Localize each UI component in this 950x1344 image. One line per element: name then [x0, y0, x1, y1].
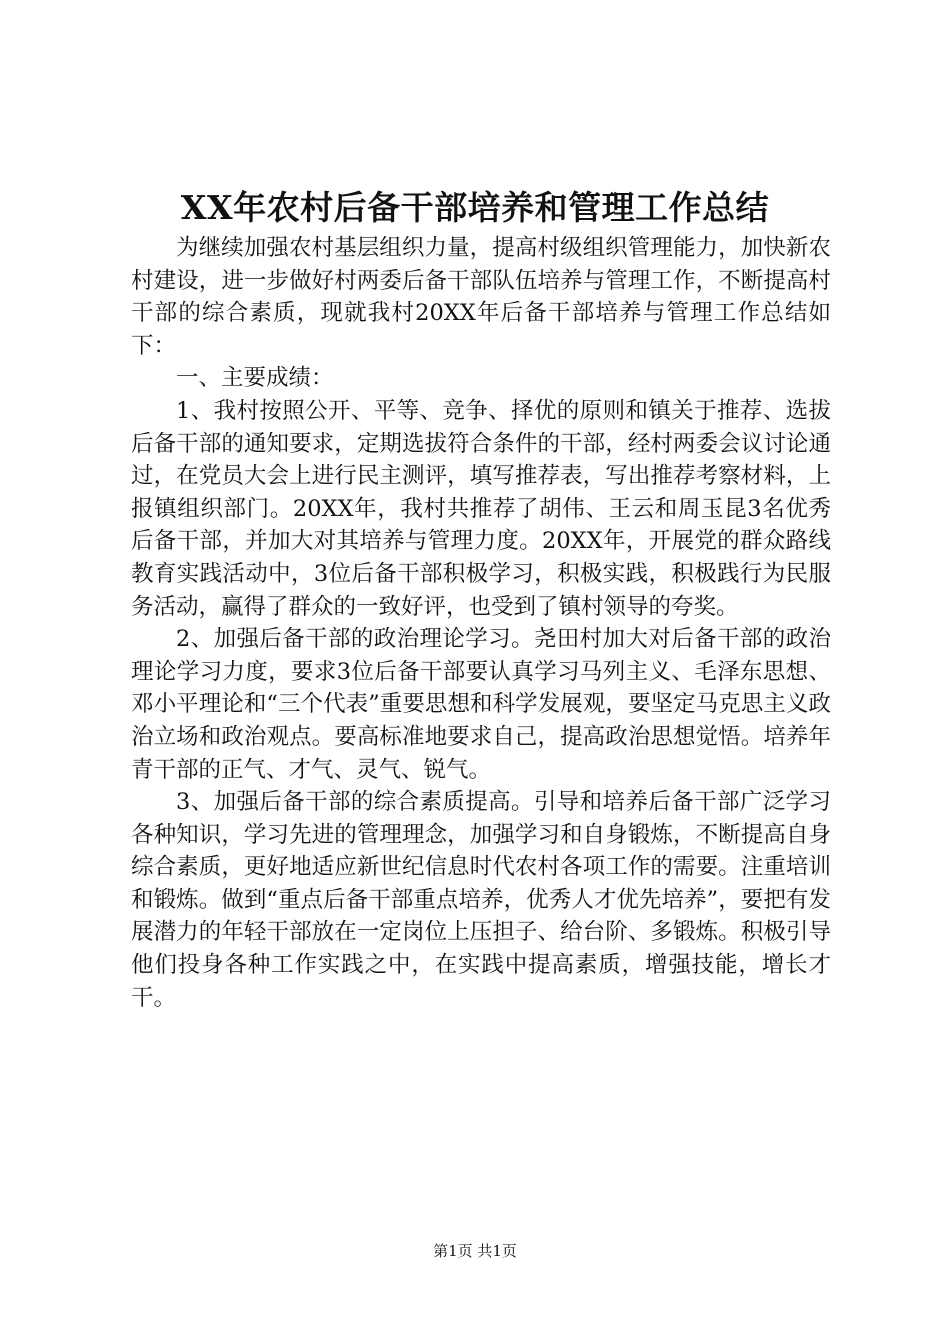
- section-heading: 一、主要成绩：: [176, 365, 334, 392]
- achievement-paragraph-3: 3、加强后备干部的综合素质提高。引导和培养后备干部广泛学习各种知识，学习先进的管理理念，加强学习和自身锻炼，不断提高自身综合素质，更好地适应新世纪信息时代农村各项工作的需要。注重培训和锻炼。做到“重点后备干部重点培养，优秀人才优先培养”，要把有发展潜力的年轻干部放在一定岗位上压担子、给台阶、多锻炼。积极引导他们投身各种工作实践之中，在实践中提高素质，增强技能，增长才干。: [131, 789, 831, 1011]
- achievement-paragraph-2: 2、加强后备干部的政治理论学习。尧田村加大对后备干部的政治理论学习力度，要求3位后备干部要认真学习马列主义、毛泽东思想、邓小平理论和“三个代表”重要思想和科学发展观，要坚定马克思主义政治立场和政治观点。要高标准地要求自己，提高政治思想觉悟。培养年青干部的正气、才气、灵气、锐气。: [131, 626, 831, 783]
- achievement-paragraph-1: 1、我村按照公开、平等、竞争、择优的原则和镇关于推荐、选拔后备干部的通知要求，定期选拔符合条件的干部，经村两委会议讨论通过，在党员大会上进行民主测评，填写推荐表，写出推荐考察材料，上报镇组织部门。20XX年，我村共推荐了胡伟、王云和周玉昆3名优秀后备干部，并加大对其培养与管理力度。20XX年，开展党的群众路线教育实践活动中，3位后备干部积极学习，积极实践，积极践行为民服务活动，赢得了群众的一致好评，也受到了镇村领导的夸奖。: [131, 397, 831, 620]
- intro-paragraph: 为继续加强农村基层组织力量，提高村级组织管理能力，加快新农村建设，进一步做好村两委后备干部队伍培养与管理工作，不断提高村干部的综合素质，现就我村20XX年后备干部培养与管理工作总结如下：: [131, 235, 831, 359]
- document-body: [131, 232, 831, 1014]
- document-title: XX年农村后备干部培养和管理工作总结: [180, 188, 770, 227]
- page-footer: 第1页 共1页: [433, 1242, 517, 1260]
